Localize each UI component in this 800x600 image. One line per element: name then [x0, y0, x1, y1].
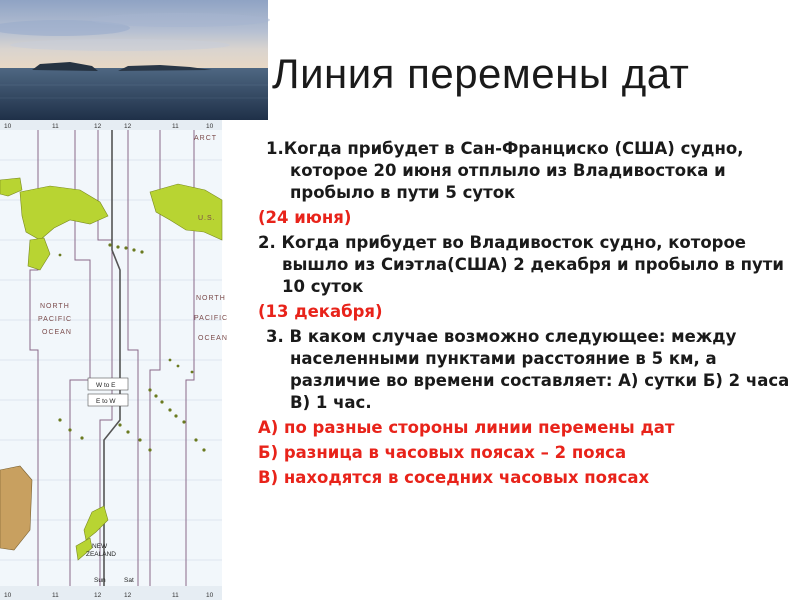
map-label-new: NEW: [92, 543, 108, 550]
answer-3a: А) по разные стороны линии перемены дат: [258, 418, 675, 437]
zone-bottom-0: 10: [4, 592, 12, 599]
answer-3b: Б) разница в часовых поясах – 2 пояса: [258, 443, 627, 462]
time-zone-map: [0, 120, 229, 600]
zone-top-1: 11: [52, 123, 59, 130]
map-label-ocean-right: OCEAN: [198, 335, 228, 342]
map-label-pacific-right: PACIFIC: [194, 315, 229, 322]
zone-bottom-5: 10: [206, 592, 214, 599]
zone-top-0: 10: [4, 123, 12, 130]
slide-content: [258, 138, 798, 492]
question-2: 2. Когда прибудет во Владивосток судно, которое вышло из Сиэтла(США) 2 декабря и пробыло в пути 10 суток: [258, 233, 784, 296]
question-3: 3. В каком случае возможно следующее: между населенными пунктами расстояние в 5 км, а различие во времени составляет: А) сутки Б) 2 часа В) 1 час.: [266, 327, 790, 412]
map-label-e-to-w: E to W: [96, 398, 116, 405]
answer-1: (24 июня): [258, 208, 352, 227]
zone-top-3: 12: [124, 123, 132, 130]
map-label-ocean-left: OCEAN: [42, 329, 72, 336]
zone-bottom-1: 11: [52, 592, 59, 599]
zone-bottom-4: 11: [172, 592, 179, 599]
zone-top-2: 12: [94, 123, 102, 130]
zone-bottom-3: 12: [124, 592, 132, 599]
sea-photo: [0, 0, 268, 120]
answer-2: (13 декабря): [258, 302, 383, 321]
map-label-sat: Sat: [124, 577, 134, 584]
map-label-pacific-left: PACIFIC: [38, 316, 73, 323]
slide-title: Линия перемены дат: [272, 50, 690, 97]
map-label-north-right: NORTH: [196, 295, 226, 302]
zone-bottom-2: 12: [94, 592, 102, 599]
zone-top-4: 11: [172, 123, 179, 130]
map-label-north-left: NORTH: [40, 303, 70, 310]
map-label-w-to-e: W to E: [96, 382, 116, 389]
answer-3c: В) находятся в соседних часовых поясах: [258, 468, 650, 487]
map-label-us: U.S.: [198, 215, 216, 222]
question-1: 1.Когда прибудет в Сан-Франциско (США) судно, которое 20 июня отплыло из Владивостока и пробыло в пути 5 суток: [266, 139, 744, 202]
zone-top-5: 10: [206, 123, 214, 130]
map-label-arctic: ARCT: [194, 135, 218, 142]
map-label-sun: Sun: [94, 577, 106, 584]
map-label-zealand: ZEALAND: [86, 551, 116, 558]
